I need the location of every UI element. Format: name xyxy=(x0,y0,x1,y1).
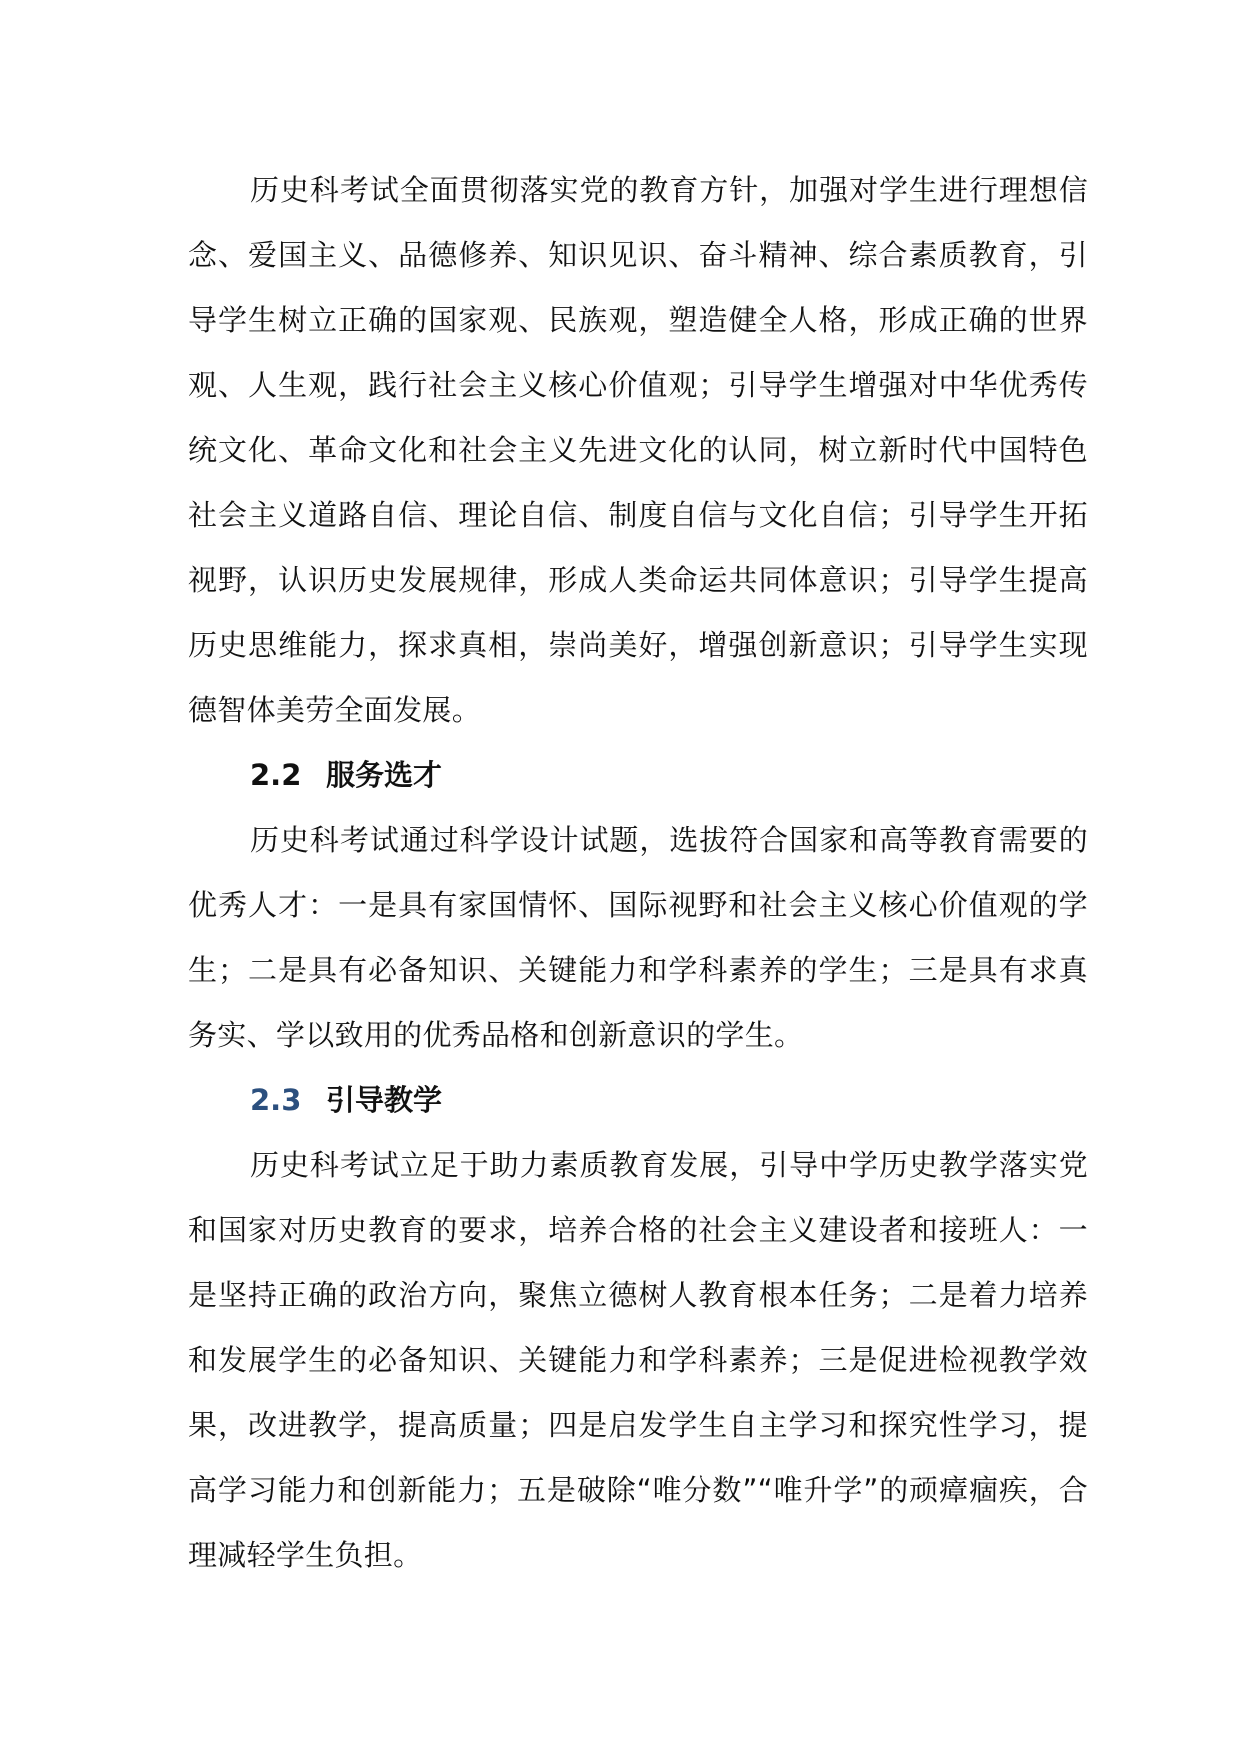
section-number: 2.3 xyxy=(250,1083,302,1117)
section-number: 2.2 xyxy=(250,758,302,792)
paragraph-talent-selection: 历史科考试通过科学设计试题，选拔符合国家和高等教育需要的优秀人才：一是具有家国情怀、国际视野和社会主义核心价值观的学生；二是具有必备知识、关键能力和学科素养的学生；三是具有求真务实、学以致用的优秀品格和创新意识的学生。 xyxy=(188,823,1088,1052)
paragraph-teaching-guidance: 历史科考试立足于助力素质教育发展，引导中学历史教学落实党和国家对历史教育的要求，培养合格的社会主义建设者和接班人：一是坚持正确的政治方向，聚焦立德树人教育根本任务；二是着力培养和发展学生的必备知识、关键能力和学科素养；三是促进检视教学效果，改进教学，提高质量；四是启发学生自主学习和探究性学习，提高学习能力和创新能力；五是破除“唯分数”“唯升学”的顽瘴痼疾，合理减轻学生负担。 xyxy=(188,1148,1088,1572)
document-body xyxy=(188,158,1088,1588)
section-title: 服务选才 xyxy=(326,758,443,792)
paragraph-education-policy: 历史科考试全面贯彻落实党的教育方针，加强对学生进行理想信念、爱国主义、品德修养、知识见识、奋斗精神、综合素质教育，引导学生树立正确的国家观、民族观，塑造健全人格，形成正确的世界观、人生观，践行社会主义核心价值观；引导学生增强对中华优秀传统文化、革命文化和社会主义先进文化的认同，树立新时代中国特色社会主义道路自信、理论自信、制度自信与文化自信；引导学生开拓视野，认识历史发展规律，形成人类命运共同体意识；引导学生提高历史思维能力，探求真相，崇尚美好，增强创新意识；引导学生实现德智体美劳全面发展。 xyxy=(188,173,1088,727)
section-heading-2-2 xyxy=(188,743,1088,808)
section-heading-2-3 xyxy=(188,1068,1088,1133)
section-title: 引导教学 xyxy=(326,1083,443,1117)
